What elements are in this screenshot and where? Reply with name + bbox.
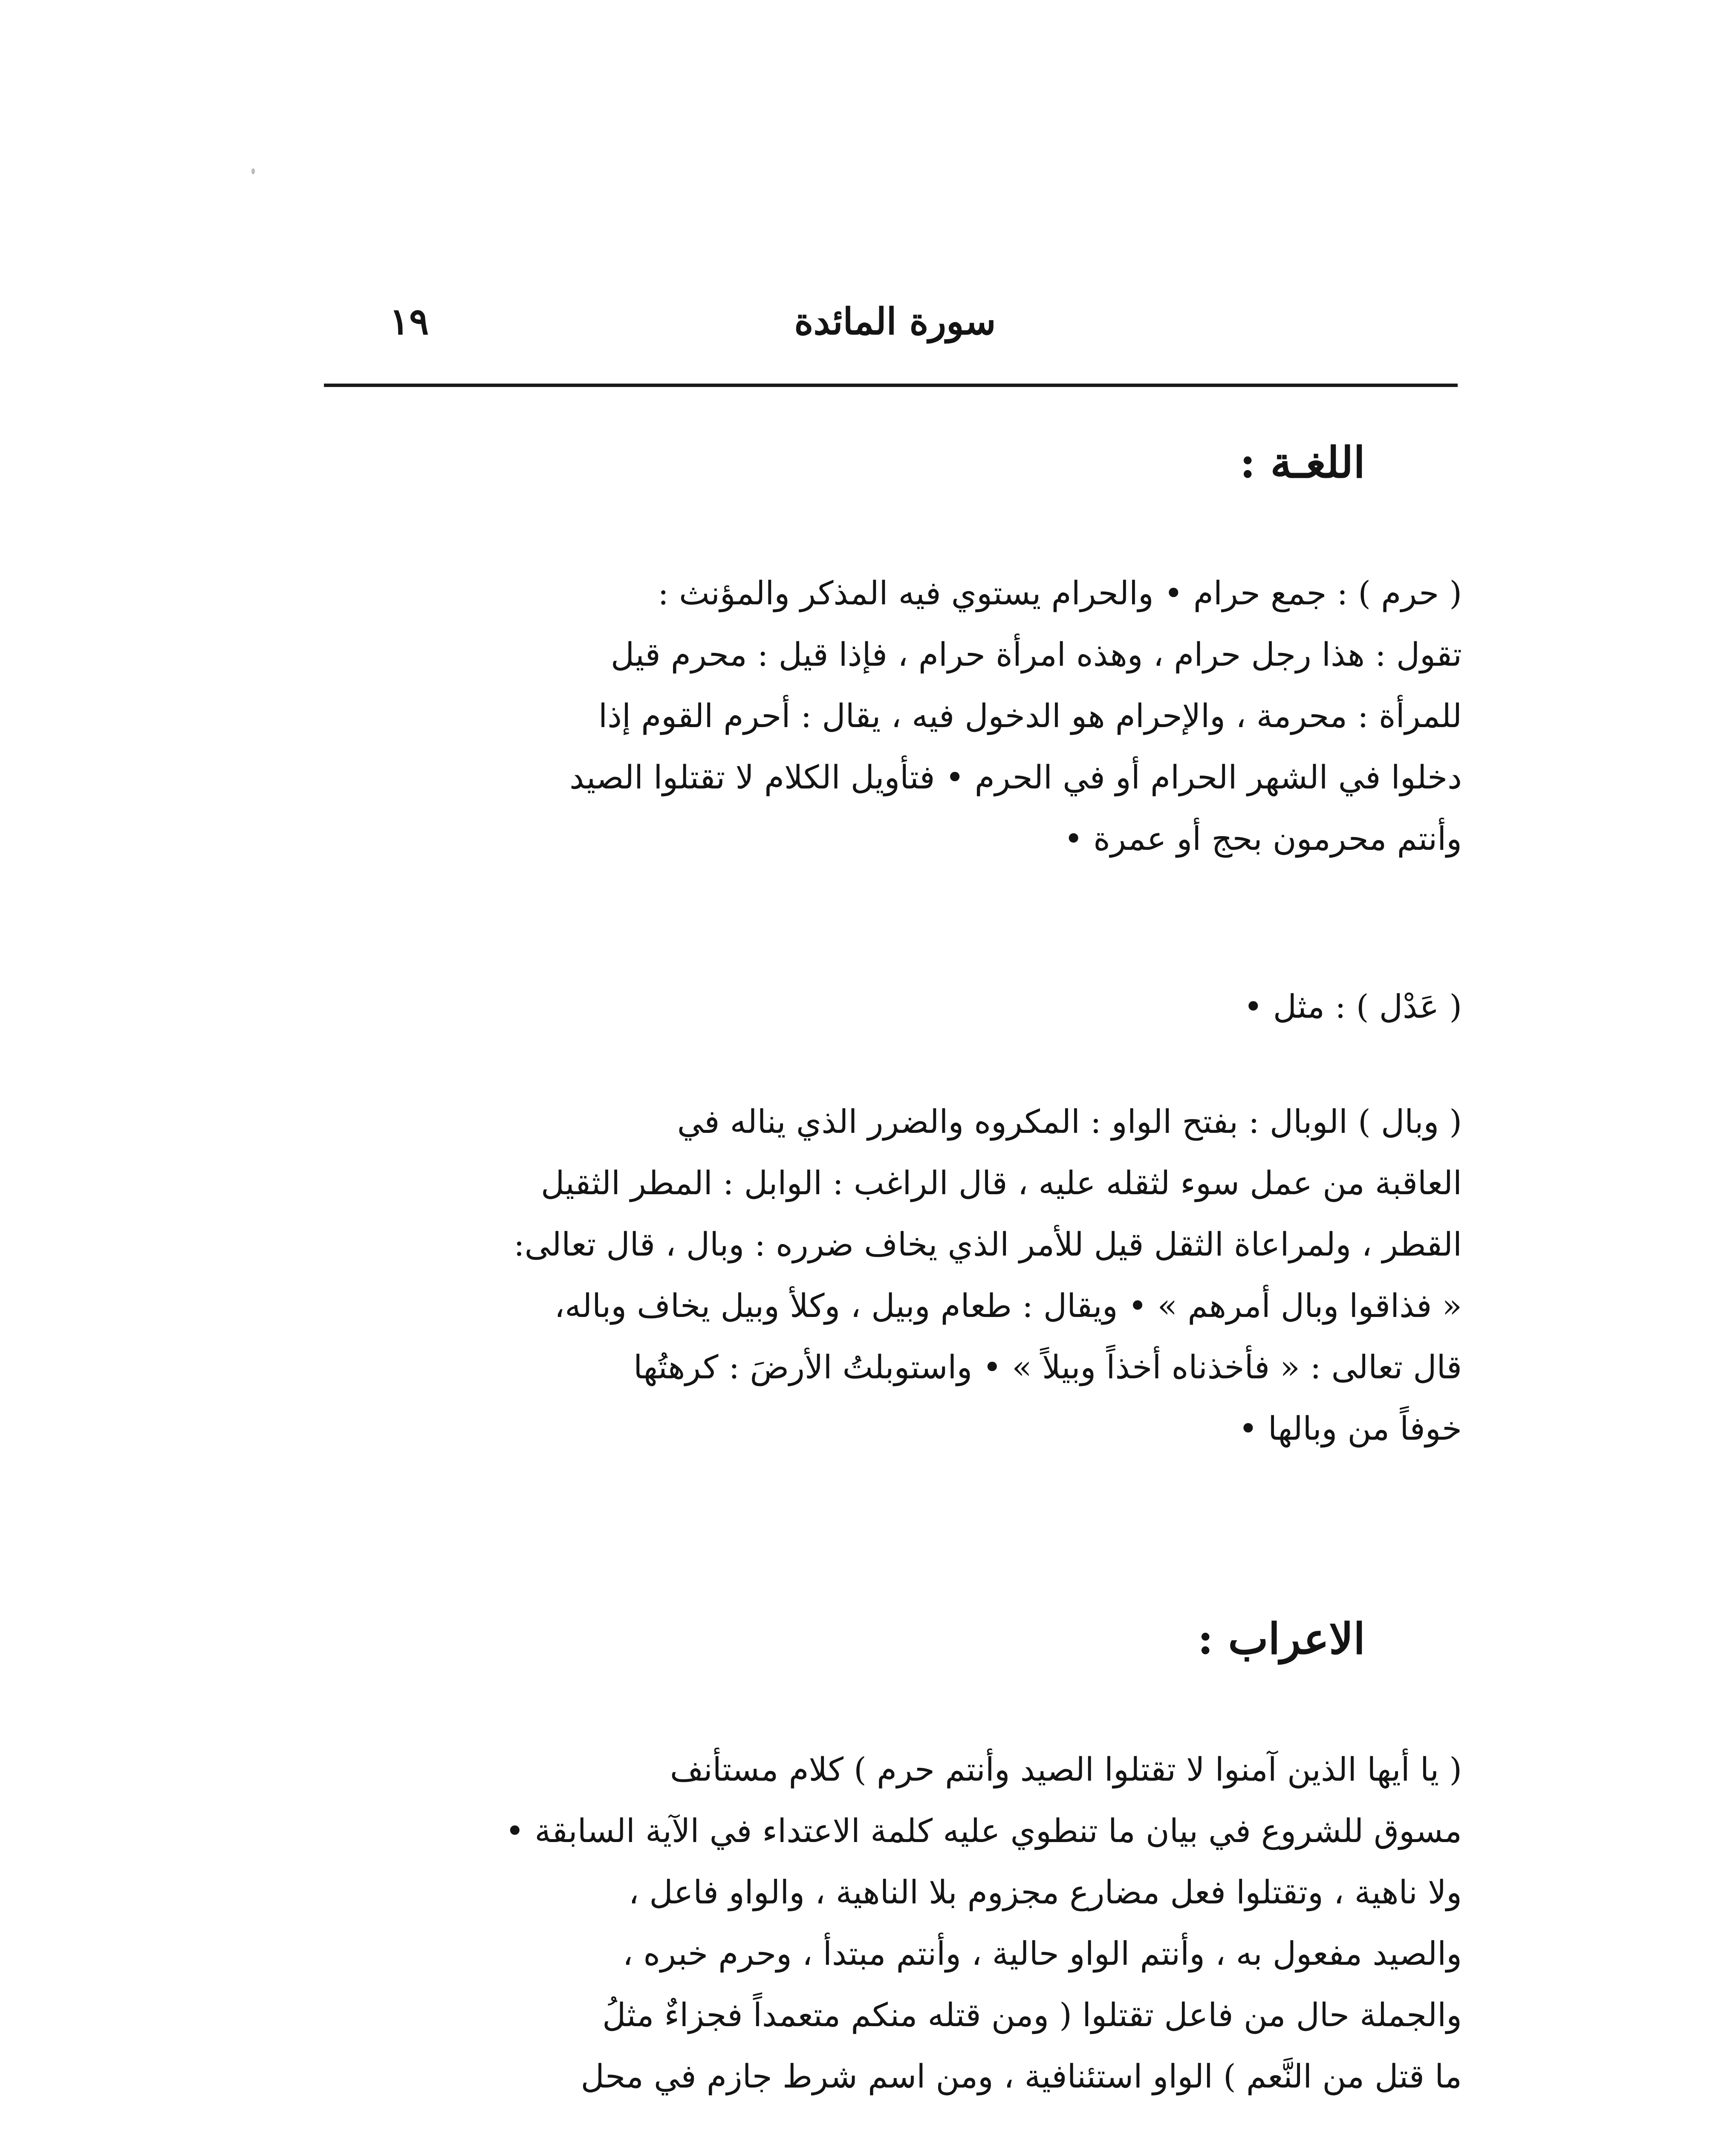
- page-number: ١٩: [389, 300, 429, 343]
- text-line: مسوق للشروع في بيان ما تنطوي عليه كلمة الاعتداء في الآية السابقة •: [505, 1812, 1462, 1850]
- text-line: وأنتم محرمون بحج أو عمرة •: [1064, 820, 1462, 858]
- text-line: تقول : هذا رجل حرام ، وهذه امرأة حرام ، فإذا قيل : محرم قيل: [610, 635, 1462, 673]
- text-line: القطر ، ولمراعاة الثقل قيل للأمر الذي يخاف ضرره : وبال ، قال تعالى:: [514, 1225, 1462, 1263]
- text-line: للمرأة : محرمة ، والإحرام هو الدخول فيه ، يقال : أحرم القوم إذا: [598, 697, 1462, 735]
- scan-speck: [251, 168, 255, 174]
- section-heading-lugha: اللغـة :: [1239, 437, 1365, 488]
- running-header-title: سورة المائدة: [794, 300, 996, 343]
- text-line: خوفاً من وبالها •: [1239, 1409, 1462, 1447]
- text-line: ( وبال ) الوبال : بفتح الواو : المكروه والضرر الذي يناله في: [677, 1103, 1462, 1141]
- text-line: قال تعالى : « فأخذناه أخذاً وبيلاً » • واستوبلتُ الأرضَ : كرهتُها: [633, 1348, 1462, 1386]
- text-line: دخلوا في الشهر الحرام أو في الحرم • فتأويل الكلام لا تقتلوا الصيد: [569, 758, 1462, 796]
- paragraph-haram: [320, 563, 1462, 869]
- paragraph-irab: [320, 1739, 1462, 2107]
- text-line: « فذاقوا وبال أمرهم » • ويقال : طعام وبيل ، وكلأ وبيل يخاف وباله،: [554, 1287, 1462, 1325]
- header-rule: [324, 384, 1458, 387]
- text-line: ( حرم ) : جمع حرام • والحرام يستوي فيه المذكر والمؤنث :: [658, 574, 1462, 612]
- text-line: ولا ناهية ، وتقتلوا فعل مضارع مجزوم بلا الناهية ، والواو فاعل ،: [628, 1873, 1462, 1911]
- text-line: والجملة حال من فاعل تقتلوا ( ومن قتله منكم متعمداً فجزاءٌ مثلُ: [602, 1996, 1462, 2034]
- section-heading-irab: الاعراب :: [1197, 1614, 1365, 1664]
- paragraph-wabal: [320, 1091, 1462, 1459]
- text-line: ( عَدْل ) : مثل •: [1243, 988, 1462, 1025]
- text-line: ما قتل من النَّعم ) الواو استئنافية ، ومن اسم شرط جازم في محل: [581, 2057, 1462, 2095]
- paragraph-adl: [320, 976, 1462, 1037]
- text-line: العاقبة من عمل سوء لثقله عليه ، قال الراغب : الوابل : المطر الثقيل: [541, 1164, 1462, 1202]
- text-line: والصيد مفعول به ، وأنتم الواو حالية ، وأنتم مبتدأ ، وحرم خبره ،: [622, 1935, 1462, 1972]
- text-line: ( يا أيها الذين آمنوا لا تقتلوا الصيد وأنتم حرم ) كلام مستأنف: [670, 1750, 1462, 1788]
